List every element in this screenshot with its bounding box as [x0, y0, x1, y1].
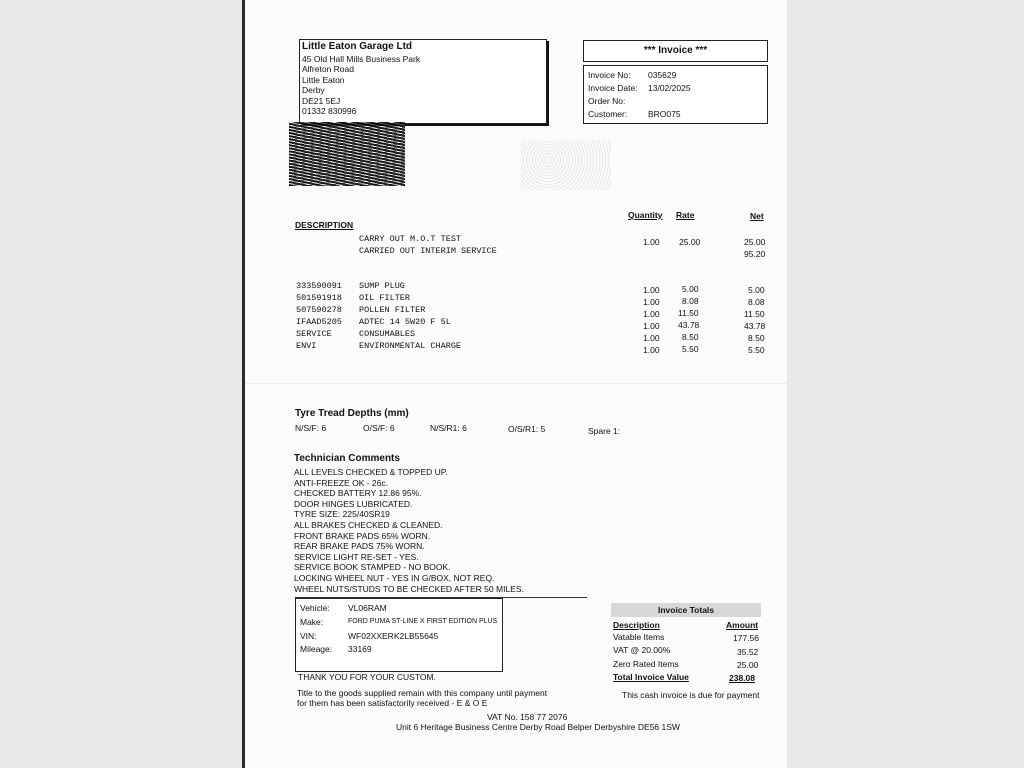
- order-no-label: Order No:: [588, 96, 626, 106]
- part-qty: 1.00: [643, 333, 660, 343]
- comment-line: SERVICE BOOK STAMPED - NO BOOK.: [294, 562, 451, 573]
- tyre-spare: Spare 1:: [588, 426, 621, 436]
- vat-number: VAT No. 158 77 2076: [487, 712, 568, 722]
- address-line: Alfreton Road: [302, 64, 354, 75]
- terms-line-1: Title to the goods supplied remain with this company until payment: [297, 688, 548, 698]
- vehicle-details-box: [295, 598, 503, 672]
- part-code: 333590091: [296, 281, 342, 291]
- part-net: 43.78: [744, 321, 766, 331]
- terms-line-2: for them has been satisfactorily received - E & O E: [297, 698, 488, 708]
- comment-line: ANTI-FREEZE OK - 26c.: [294, 477, 388, 488]
- customer-label: Customer:: [588, 109, 628, 119]
- part-description: ENVIRONMENTAL CHARGE: [359, 341, 462, 351]
- invoice-title: *** Invoice ***: [583, 40, 768, 62]
- tyre-section-title: Tyre Tread Depths (mm): [295, 408, 409, 419]
- part-net: 11.50: [744, 309, 765, 319]
- address-line: Little Eaton: [302, 74, 345, 85]
- part-rate: 5.50: [682, 344, 699, 354]
- vehicle-make: FORD PUMA ST-LINE X FIRST EDITION PLUS: [348, 618, 498, 625]
- comment-line: TYRE SIZE: 225/40SR19: [294, 509, 390, 520]
- total-invoice-label: Total Invoice Value: [613, 672, 689, 682]
- comment-line: REAR BRAKE PADS 75% WORN.: [294, 541, 425, 552]
- invoice-page: [242, 0, 787, 768]
- address-line: 01332 830996: [302, 106, 357, 117]
- address-line: 45 Old Hall Mills Business Park: [302, 54, 421, 64]
- part-code: ENVI: [296, 341, 317, 351]
- comment-line: SERVICE LIGHT RE-SET - YES.: [294, 551, 419, 562]
- comment-line: ALL BRAKES CHECKED & CLEANED.: [294, 519, 443, 530]
- part-rate: 8.50: [682, 332, 699, 342]
- address-line: DE21 5EJ: [302, 95, 341, 106]
- part-description: ADTEC 14 5W20 F 5L: [359, 317, 451, 327]
- line-description: CARRY OUT M.O.T TEST: [359, 234, 462, 244]
- make-label: Make:: [300, 617, 324, 627]
- part-rate: 5.00: [682, 284, 699, 294]
- redacted-customer-address: [289, 122, 405, 186]
- customer-value: BRO075: [648, 109, 681, 119]
- footer-address: Unit 6 Heritage Business Centre Derby Road Belper Derbyshire DE56 1SW: [396, 722, 680, 732]
- part-qty: 1.00: [643, 345, 660, 355]
- company-address: [302, 54, 420, 116]
- totals-title: Invoice Totals: [611, 603, 761, 617]
- vehicle-label: Vehicle:: [300, 603, 330, 613]
- invoice-no-label: Invoice No:: [588, 70, 631, 80]
- comment-line: LOCKING WHEEL NUT - YES IN G/BOX, NOT REQ.: [294, 572, 495, 583]
- comment-line: DOOR HINGES LUBRICATED.: [294, 498, 413, 509]
- part-rate: 11.50: [678, 308, 699, 318]
- tyre-osf: O/S/F: 6: [363, 423, 395, 433]
- part-qty: 1.00: [643, 297, 660, 307]
- comment-line: WHEEL NUTS/STUDS TO BE CHECKED AFTER 50 MILES.: [294, 583, 524, 594]
- line-qty: 1.00: [643, 237, 660, 247]
- mileage-label: Mileage:: [300, 644, 333, 654]
- part-description: POLLEN FILTER: [359, 305, 426, 315]
- part-net: 5.50: [748, 345, 765, 355]
- company-name: Little Eaton Garage Ltd: [302, 41, 413, 52]
- vehicle-vin: WF02XXERK2LB55645: [348, 631, 439, 641]
- part-description: CONSUMABLES: [359, 329, 416, 339]
- totals-desc-header: Description: [613, 620, 660, 630]
- invoice-date-value: 13/02/2025: [648, 83, 691, 93]
- scan-smudge: [521, 140, 611, 190]
- comments-title: Technician Comments: [294, 453, 400, 464]
- invoice-meta-box: [583, 65, 768, 124]
- part-description: OIL FILTER: [359, 293, 411, 303]
- comment-line: ALL LEVELS CHECKED & TOPPED UP.: [294, 467, 448, 477]
- line-net: 25.00: [744, 237, 766, 247]
- part-net: 8.08: [748, 297, 765, 307]
- comment-line: CHECKED BATTERY 12.86 95%.: [294, 488, 422, 499]
- vin-label: VIN:: [300, 631, 317, 641]
- quantity-header: Quantity: [628, 210, 663, 220]
- part-net: 8.50: [748, 333, 765, 343]
- totals-row-amount: 35.52: [737, 647, 759, 657]
- totals-row-label: Zero Rated Items: [613, 659, 679, 669]
- part-code: 507590278: [296, 305, 342, 315]
- comments-list: [294, 467, 524, 594]
- part-rate: 8.08: [682, 296, 699, 306]
- totals-row-amount: 177.56: [733, 633, 759, 643]
- line-rate: 25.00: [679, 237, 701, 247]
- payment-note: This cash invoice is due for payment: [622, 690, 760, 700]
- totals-row-amount: 25.00: [737, 660, 759, 670]
- invoice-no-value: 035629: [648, 70, 677, 80]
- part-qty: 1.00: [643, 309, 660, 319]
- description-header: DESCRIPTION: [295, 220, 354, 230]
- part-code: 501591918: [296, 293, 342, 303]
- part-code: SERVICE: [296, 329, 332, 339]
- part-qty: 1.00: [643, 285, 660, 295]
- part-qty: 1.00: [643, 321, 660, 331]
- scan-fold-line: [245, 383, 787, 384]
- tyre-osr: O/S/R1: 5: [508, 424, 546, 434]
- part-rate: 43.78: [678, 320, 700, 330]
- part-code: IFAAD5205: [296, 317, 342, 327]
- address-line: Derby: [302, 85, 325, 96]
- part-description: SUMP PLUG: [359, 281, 405, 291]
- totals-row-label: Vatable Items: [613, 632, 665, 642]
- thanks-message: THANK YOU FOR YOUR CUSTOM.: [298, 672, 436, 682]
- totals-row-label: VAT @ 20.00%: [613, 645, 671, 655]
- invoice-date-label: Invoice Date:: [588, 83, 638, 93]
- line-net: 95.20: [744, 249, 766, 259]
- part-net: 5.00: [748, 285, 765, 295]
- vehicle-mileage: 33169: [348, 644, 372, 654]
- company-address-box: [299, 39, 547, 124]
- tyre-nsf: N/S/F: 6: [295, 423, 327, 433]
- rate-header: Rate: [676, 210, 695, 220]
- net-header: Net: [750, 211, 764, 221]
- comment-line: FRONT BRAKE PADS 65% WORN.: [294, 530, 431, 541]
- tyre-nsr: N/S/R1: 6: [430, 423, 467, 433]
- totals-amount-header: Amount: [726, 620, 759, 630]
- line-description: CARRIED OUT INTERIM SERVICE: [359, 246, 497, 256]
- vehicle-reg: VL06RAM: [348, 603, 387, 613]
- total-invoice-amount: 238.08: [729, 673, 755, 683]
